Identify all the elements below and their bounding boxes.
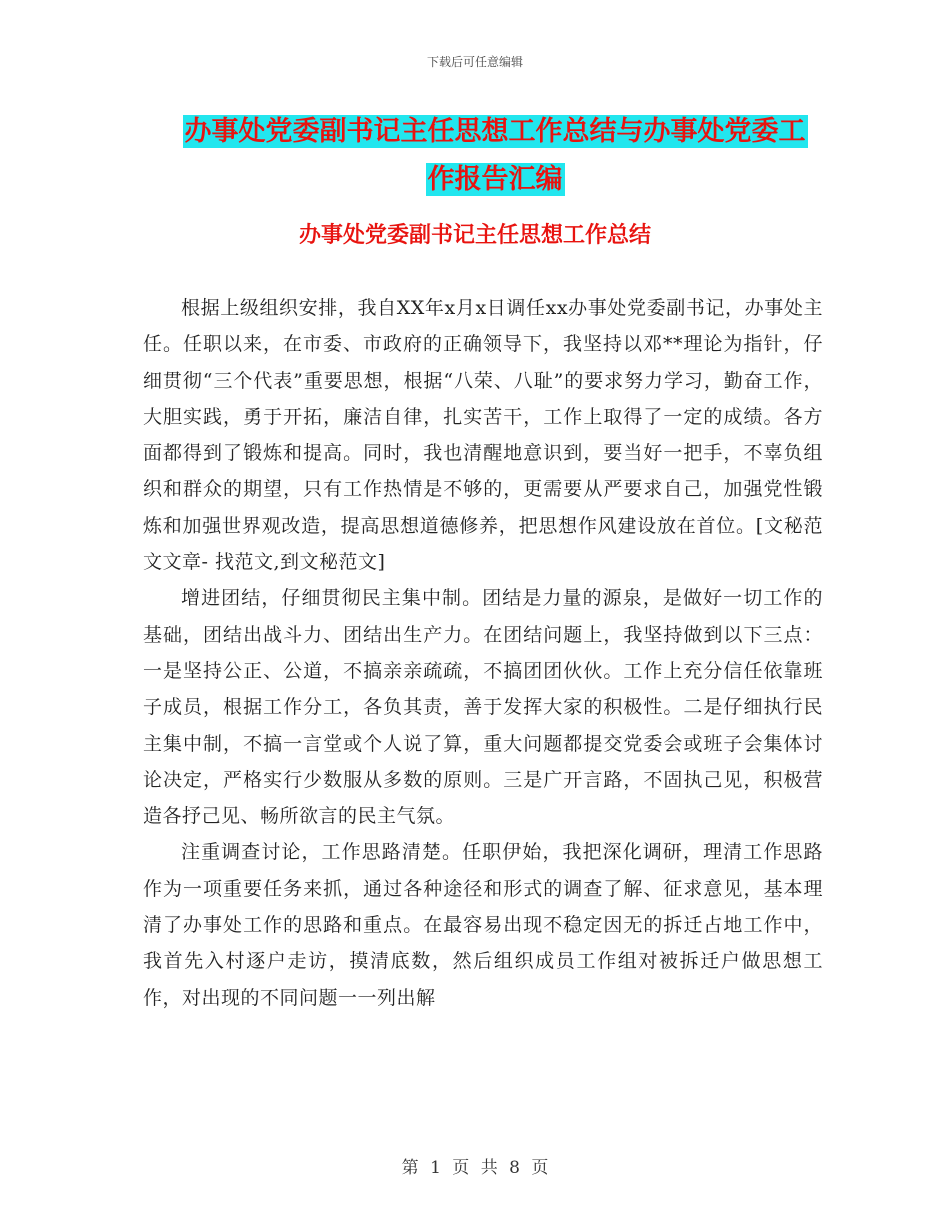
document-title: [150, 108, 840, 204]
section-title: 办事处党委副书记主任思想工作总结: [298, 223, 651, 248]
title-line-1: 办事处党委副书记主任思想工作总结与办事处党委工: [184, 116, 806, 147]
paragraph-1: 根据上级组织安排，我自XX年x月x日调任xx办事处党委副书记，办事处主任。任职以来，在市委、市政府的正确领导下，我坚持以邓**理论为指针，仔细贯彻“三个代表”重要思想，根据“八荣、八耻”的要求努力学习，勤奋工作，大胆实践，勇于开拓，廉洁自律，扎实苦干，工作上取得了一定的成绩。各方面都得到了锻炼和提高。同时，我也清醒地意识到，要当好一把手，不辜负组织和群众的期望，只有工作热情是不够的，更需要从严要求自己，加强党性锻炼和加强世界观改造，提高思想道德修养，把思想作风建设放在首位。[文秘范文文章- 找范文,到文秘范文]: [143, 297, 823, 574]
paragraph-2: 增进团结，仔细贯彻民主集中制。团结是力量的源泉，是做好一切工作的基础，团结出战斗力、团结出生产力。在团结问题上，我坚持做到以下三点：一是坚持公正、公道，不搞亲亲疏疏，不搞团团伙伙。工作上充分信任依靠班子成员，根据工作分工，各负其责，善于发挥大家的积极性。二是仔细执行民主集中制，不搞一言堂或个人说了算，重大问题都提交党委会或班子会集体讨论决定，严格实行少数服从多数的原则。三是广开言路，不固执己见，积极营造各抒己见、畅所欲言的民主气氛。: [143, 587, 823, 828]
title-line-2: 作报告汇编: [427, 164, 563, 195]
paragraph-3: 注重调查讨论，工作思路清楚。任职伊始，我把深化调研，理清工作思路作为一项重要任务来抓，通过各种途径和形式的调查了解、征求意见，基本理清了办事处工作的思路和重点。在最容易出现不稳定因无的拆迁占地工作中，我首先入村逐户走访，摸清底数，然后组织成员工作组对被拆迁户做思想工作，对出现的不同问题一一列出解: [143, 841, 823, 1009]
header-note: 下载后可任意编辑: [426, 55, 523, 69]
page-number: 第 1 页 共 8 页: [401, 1158, 549, 1178]
body-text: [143, 290, 823, 1016]
